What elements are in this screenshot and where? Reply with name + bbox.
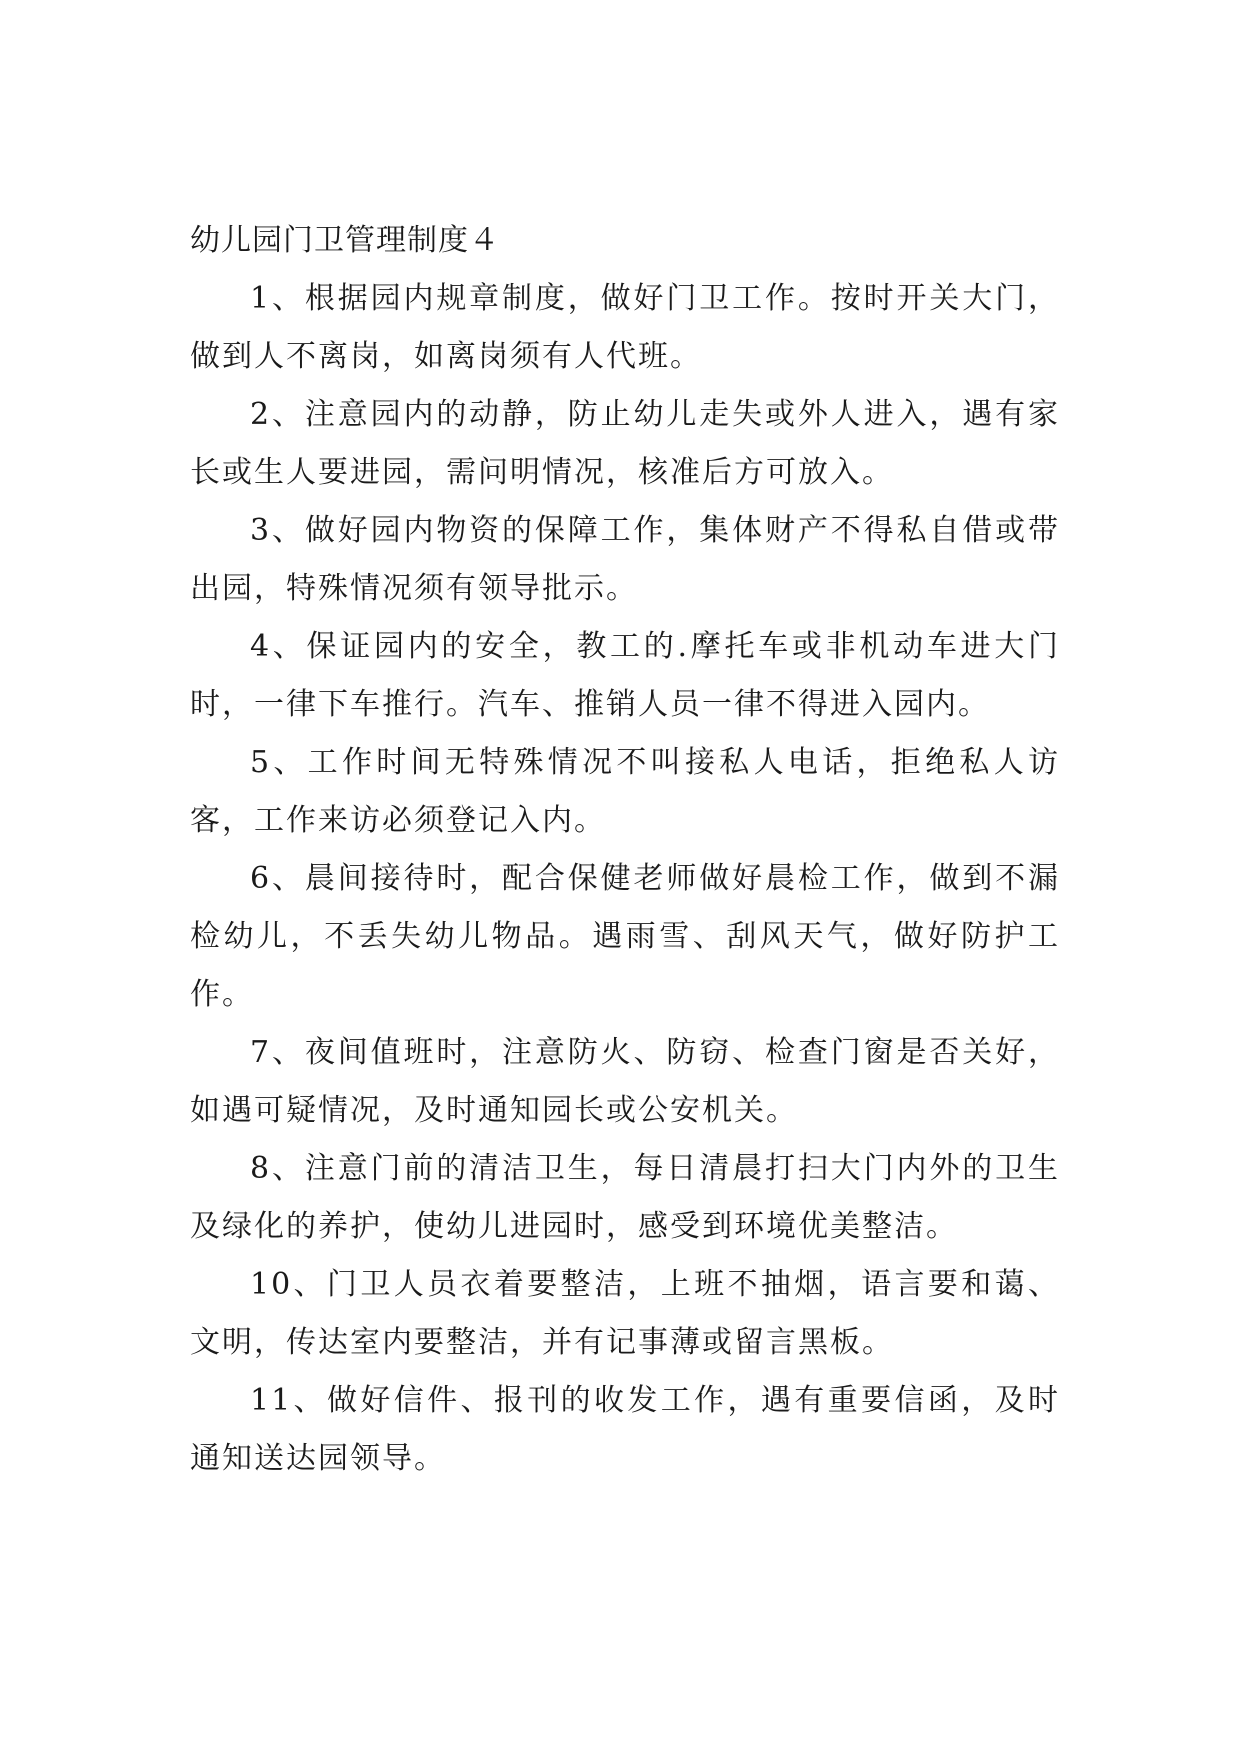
paragraph-5: 5、工作时间无特殊情况不叫接私人电话，拒绝私人访客，工作来访必须登记入内。	[190, 745, 1060, 838]
paragraph-4: 4、保证园内的安全，教工的.摩托车或非机动车进大门时，一律下车推行。汽车、推销人员一律不得进入园内。	[190, 629, 1060, 722]
paragraph-2: 2、注意园内的动静，防止幼儿走失或外人进入，遇有家长或生人要进园，需问明情况，核准后方可放入。	[190, 397, 1060, 490]
paragraph-1: 1、根据园内规章制度，做好门卫工作。按时开关大门，做到人不离岗，如离岗须有人代班。	[190, 281, 1060, 374]
document-body	[190, 212, 1060, 1488]
paragraph-10: 10、门卫人员衣着要整洁，上班不抽烟，语言要和蔼、文明，传达室内要整洁，并有记事薄或留言黑板。	[190, 1267, 1060, 1360]
paragraph-3: 3、做好园内物资的保障工作，集体财产不得私自借或带出园，特殊情况须有领导批示。	[190, 513, 1060, 606]
document-title: 幼儿园门卫管理制度４	[190, 223, 500, 258]
paragraph-11: 11、做好信件、报刊的收发工作，遇有重要信函，及时通知送达园领导。	[190, 1383, 1060, 1476]
paragraph-8: 8、注意门前的清洁卫生，每日清晨打扫大门内外的卫生及绿化的养护，使幼儿进园时，感受到环境优美整洁。	[190, 1151, 1060, 1244]
paragraph-7: 7、夜间值班时，注意防火、防窃、检查门窗是否关好，如遇可疑情况，及时通知园长或公安机关。	[190, 1035, 1060, 1128]
paragraph-6: 6、晨间接待时，配合保健老师做好晨检工作，做到不漏检幼儿，不丢失幼儿物品。遇雨雪、刮风天气，做好防护工作。	[190, 861, 1060, 1012]
